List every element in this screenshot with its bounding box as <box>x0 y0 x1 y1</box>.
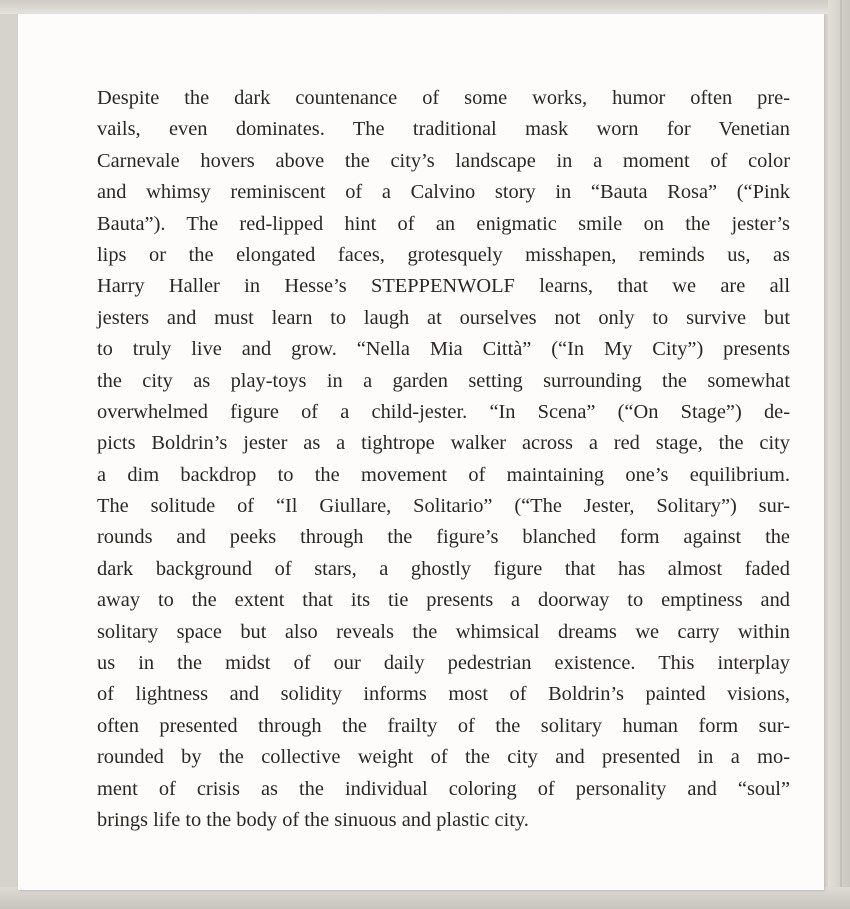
text-line: jesters and must learn to laugh at ourselves not only to survive but <box>97 306 790 329</box>
text-line: Carnevale hovers above the city’s landscape in a moment of color <box>97 149 790 172</box>
text-line: Harry Haller in Hesse’s STEPPENWOLF learns, that we are all <box>97 275 790 298</box>
text-line: a dim backdrop to the movement of maintaining one’s equilibrium. <box>97 463 790 486</box>
text-line: away to the extent that its tie presents a doorway to emptiness and <box>97 589 790 612</box>
text-line: solitary space but also reveals the whimsical dreams we carry within <box>97 620 790 643</box>
text-line: overwhelmed figure of a child-jester. “In Scena” (“On Stage”) de- <box>97 400 790 423</box>
text-line: lips or the elongated faces, grotesquely misshapen, reminds us, as <box>97 243 790 266</box>
text-line: rounds and peeks through the figure’s blanched form against the <box>97 526 790 549</box>
text-line: to truly live and grow. “Nella Mia Città” (“In My City”) presents <box>97 338 790 361</box>
scan-border-bottom <box>0 887 850 909</box>
text-line: ment of crisis as the individual coloring of personality and “soul” <box>97 777 790 800</box>
text-line: Bauta”). The red-lipped hint of an enigmatic smile on the jester’s <box>97 212 790 235</box>
scanned-page <box>18 14 824 890</box>
text-line: of lightness and solidity informs most of Boldrin’s painted visions, <box>97 683 790 706</box>
text-line: vails, even dominates. The traditional mask worn for Venetian <box>97 118 790 141</box>
scan-border-right <box>828 0 850 909</box>
text-line: often presented through the frailty of the solitary human form sur- <box>97 714 790 737</box>
text-line: picts Boldrin’s jester as a tightrope walker across a red stage, the city <box>97 432 790 455</box>
text-line: rounded by the collective weight of the city and presented in a mo- <box>97 746 790 769</box>
text-line: Despite the dark countenance of some works, humor often pre- <box>97 87 790 109</box>
page-crease <box>840 0 842 909</box>
text-line: The solitude of “Il Giullare, Solitario” (“The Jester, Solitary”) sur- <box>97 495 790 518</box>
text-line: the city as play-toys in a garden setting surrounding the somewhat <box>97 369 790 392</box>
text-line: us in the midst of our daily pedestrian existence. This interplay <box>97 652 790 675</box>
text-line: and whimsy reminiscent of a Calvino story in “Bauta Rosa” (“Pink <box>97 181 790 204</box>
text-line: dark background of stars, a ghostly figure that has almost faded <box>97 557 790 580</box>
body-paragraph <box>97 83 790 836</box>
scan-border-top <box>0 0 850 14</box>
text-line: brings life to the body of the sinuous and plastic city. <box>97 808 529 831</box>
